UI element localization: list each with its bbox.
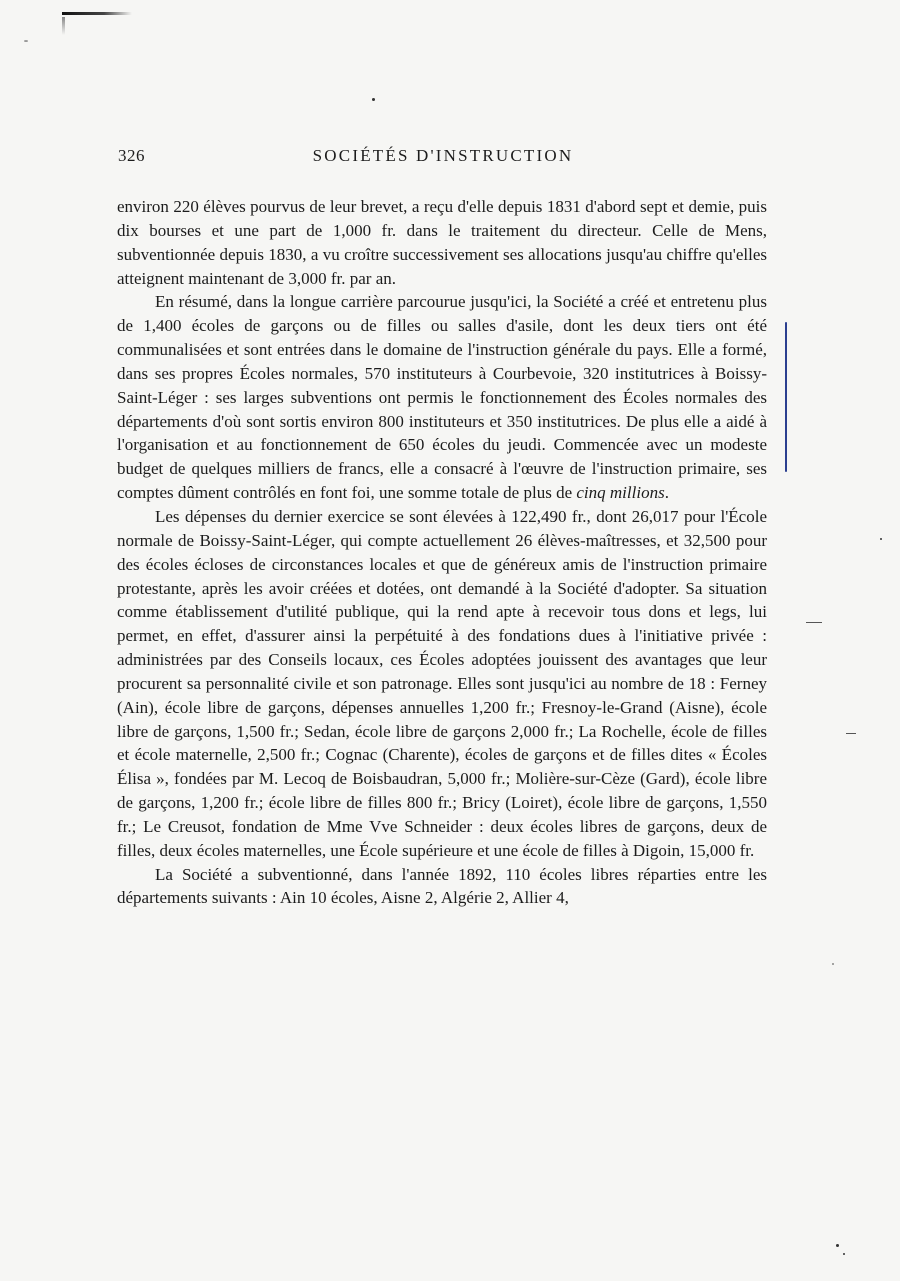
paragraph-2 (117, 290, 767, 505)
paragraph-2-text: En résumé, dans la longue carrière parcourue jusqu'ici, la Société a créé et entretenu plus de 1,400 écoles de garçons ou de filles ou salles d'asile, dont les deux tiers ont été communalisées et sont entrées dans le domaine de l'instruction générale du pays. Elle a formé, dans ses propres Écoles normales, 570 instituteurs à Courbevoie, 320 institutrices à Boissy-Saint-Léger : ses larges subventions ont permis le fonctionnement des Écoles normales des départements d'où sont sortis environ 800 instituteurs et 350 institutrices. De plus elle a aidé à l'organisation et au fonctionnement de 650 écoles du jeudi. Commencée avec un modeste budget de quelques milliers de francs, elle a consacré à l'œuvre de l'instruction primaire, ses comptes dûment contrôlés en font foi, une somme totale de plus de (117, 292, 767, 503)
page-header (118, 146, 768, 172)
page-number: 326 (118, 146, 145, 165)
paragraph-4: La Société a subventionné, dans l'année 1892, 110 écoles libres réparties entre les départements suivants : Ain 10 écoles, Aisne 2, Algérie 2, Allier 4, (117, 864, 767, 908)
speck (836, 1244, 839, 1247)
margin-pen-mark (785, 322, 787, 472)
margin-tick (846, 733, 856, 734)
speck (372, 98, 375, 101)
scan-edge-mark-2 (62, 17, 65, 35)
speck (880, 538, 882, 540)
speck (24, 40, 28, 42)
emphasis-text: cinq millions (576, 483, 665, 503)
running-title: SOCIÉTÉS D'INSTRUCTION (312, 146, 574, 165)
margin-tick (806, 622, 822, 623)
scan-edge-mark (62, 12, 132, 15)
body-text (117, 195, 767, 910)
speck (843, 1253, 845, 1255)
paragraph-3: Les dépenses du dernier exercice se sont élevées à 122,490 fr., dont 26,017 pour l'École normale de Boissy-Saint-Léger, qui compte actuellement 26 élèves-maîtresses, et 32,500 pour des écoles écloses de circonstances locales et que de généreux amis de l'instruction primaire protestante, après les avoir créées et dotées, ont demandé à la Société d'adopter. Sa situation comme établissement d'utilité publique, qui la rend apte à recevoir tous dons et legs, lui permet, en effet, d'assurer ainsi la perpétuité à des fondations dues à l'initiative privée : administrées par des Conseils locaux, ces Écoles adoptées jouissent des avantages que leur procurent sa personnalité civile et son patronage. Elles sont jusqu'ici au nombre de 18 : Ferney (Ain), école libre de garçons, dépenses annuelles 1,200 fr.; Fresnoy-le-Grand (Aisne), école libre de garçons, 1,500 fr.; Sedan, école libre de garçons 2,000 fr.; La Rochelle, école de filles et école maternelle, 2,500 fr.; Cognac (Charente), écoles de garçons et de filles dites « Écoles Élisa », fondées par M. Lecoq de Boisbaudran, 5,000 fr.; Molière-sur-Cèze (Gard), école libre de garçons, 1,200 fr.; école libre de filles 800 fr.; Bricy (Loiret), école libre de garçons, 1,550 fr.; Le Creusot, fondation de Mme Vve Schneider : deux écoles libres de garçons, deux de filles, deux écoles maternelles, une École supérieure et une école de filles à Digoin, 15,000 fr. (117, 506, 767, 860)
speck (832, 963, 834, 965)
paragraph-1: environ 220 élèves pourvus de leur brevet, a reçu d'elle depuis 1831 d'abord sept et demie, puis dix bourses et une part de 1,000 fr. dans le traitement du directeur. Celle de Mens, subventionnée depuis 1830, a vu croître successivement ses allocations jusqu'au chiffre qu'elles atteignent maintenant de 3,000 fr. par an. (117, 197, 767, 288)
paragraph-2-end: . (664, 483, 669, 503)
